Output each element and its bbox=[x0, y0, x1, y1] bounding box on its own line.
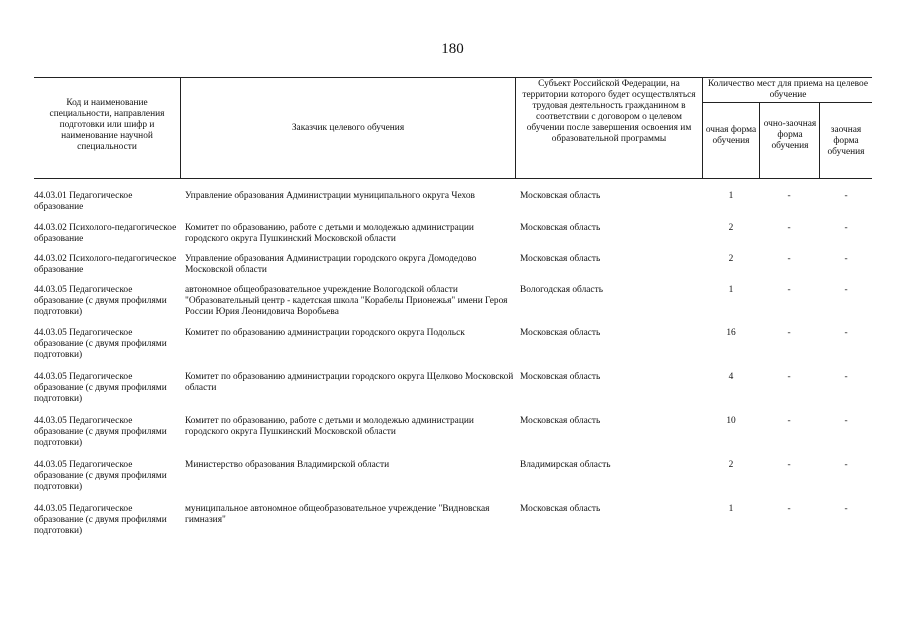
column-divider bbox=[759, 102, 760, 178]
header-form-full: очная форма обучения bbox=[705, 125, 757, 146]
customer-cell: Министерство образования Владимирской области bbox=[185, 460, 390, 470]
extramural-cell: - bbox=[844, 372, 848, 382]
subject-cell: Вологодская область bbox=[520, 285, 603, 295]
customer-cell: Управление образования Администрации муниципального округа Чехов bbox=[185, 191, 475, 201]
subject-cell: Московская область bbox=[520, 223, 601, 233]
extramural-cell: - bbox=[844, 254, 848, 264]
column-divider bbox=[702, 78, 703, 178]
extramural-cell: - bbox=[844, 460, 848, 470]
full-time-cell: 16 bbox=[726, 328, 736, 338]
header-places-group: Количество мест для приема на целевое обучение bbox=[708, 79, 868, 100]
table-row bbox=[34, 416, 872, 460]
header-code-name: Код и наименование специальности, направления подготовки или шифр и наименование научной специальности bbox=[49, 98, 165, 152]
part-time-cell: - bbox=[787, 372, 791, 382]
column-divider bbox=[515, 78, 516, 178]
table-row bbox=[34, 254, 872, 285]
subject-cell: Московская область bbox=[520, 416, 601, 426]
code-cell: 44.03.05 Педагогическое образование (с двумя профилями подготовки) bbox=[34, 416, 167, 449]
subject-cell: Московская область bbox=[520, 254, 601, 264]
table-body bbox=[34, 191, 872, 548]
code-cell: 44.03.05 Педагогическое образование (с двумя профилями подготовки) bbox=[34, 285, 167, 318]
table-header bbox=[34, 77, 872, 179]
code-cell: 44.03.02 Психолого-педагогическое образование bbox=[34, 254, 177, 276]
customer-cell: автономное общеобразовательное учреждение Вологодской области "Образовательный центр - кадетская школа "Корабелы Прионежья" имени Героя России Юрия Леонидовича Воробьева bbox=[185, 285, 508, 318]
code-cell: 44.03.02 Психолого-педагогическое образование bbox=[34, 223, 177, 245]
full-time-cell: 10 bbox=[726, 416, 736, 426]
table-row bbox=[34, 223, 872, 254]
code-cell: 44.03.05 Педагогическое образование (с двумя профилями подготовки) bbox=[34, 460, 167, 493]
part-time-cell: - bbox=[787, 328, 791, 338]
subject-cell: Московская область bbox=[520, 372, 601, 382]
table-row bbox=[34, 191, 872, 223]
header-subdivider bbox=[702, 102, 872, 103]
customer-cell: Управление образования Администрации городского округа Домодедово Московской области bbox=[185, 254, 477, 276]
table-row bbox=[34, 460, 872, 504]
full-time-cell: 1 bbox=[728, 504, 734, 514]
code-cell: 44.03.05 Педагогическое образование (с двумя профилями подготовки) bbox=[34, 328, 167, 361]
table-row bbox=[34, 285, 872, 328]
part-time-cell: - bbox=[787, 460, 791, 470]
full-time-cell: 2 bbox=[728, 223, 734, 233]
full-time-cell: 4 bbox=[728, 372, 734, 382]
subject-cell: Московская область bbox=[520, 504, 601, 514]
part-time-cell: - bbox=[787, 223, 791, 233]
part-time-cell: - bbox=[787, 285, 791, 295]
part-time-cell: - bbox=[787, 504, 791, 514]
page-number: 180 bbox=[441, 41, 464, 57]
part-time-cell: - bbox=[787, 416, 791, 426]
full-time-cell: 2 bbox=[728, 460, 734, 470]
code-cell: 44.03.05 Педагогическое образование (с двумя профилями подготовки) bbox=[34, 372, 167, 405]
code-cell: 44.03.05 Педагогическое образование (с двумя профилями подготовки) bbox=[34, 504, 167, 537]
extramural-cell: - bbox=[844, 504, 848, 514]
extramural-cell: - bbox=[844, 285, 848, 295]
code-cell: 44.03.01 Педагогическое образование bbox=[34, 191, 133, 213]
extramural-cell: - bbox=[844, 328, 848, 338]
table-row bbox=[34, 504, 872, 548]
subject-cell: Владимирская область bbox=[520, 460, 611, 470]
full-time-cell: 1 bbox=[728, 285, 734, 295]
target-training-table bbox=[34, 77, 872, 548]
header-form-part: очно-заочная форма обучения bbox=[763, 119, 817, 151]
customer-cell: Комитет по образованию, работе с детьми и молодежью администрации городского округа Пушкинский Московской области bbox=[185, 223, 474, 245]
subject-cell: Московская область bbox=[520, 191, 601, 201]
header-form-ext: заочная форма обучения bbox=[827, 125, 865, 157]
header-customer: Заказчик целевого обучения bbox=[291, 123, 405, 133]
column-divider bbox=[180, 78, 181, 178]
customer-cell: Комитет по образованию, работе с детьми и молодежью администрации городского округа Пушкинский Московской области bbox=[185, 416, 474, 438]
customer-cell: Комитет по образованию администрации городского округа Подольск bbox=[185, 328, 465, 338]
customer-cell: Комитет по образованию администрации городского округа Щелково Московской области bbox=[185, 372, 514, 394]
extramural-cell: - bbox=[844, 416, 848, 426]
full-time-cell: 1 bbox=[728, 191, 734, 201]
table-row bbox=[34, 372, 872, 416]
subject-cell: Московская область bbox=[520, 328, 601, 338]
header-subject: Субъект Российской Федерации, на территории которого будет осуществляться трудовая деятельность гражданином в соответствии с договором о целевом обучении после завершения освоения им образовательной программы bbox=[522, 79, 696, 144]
part-time-cell: - bbox=[787, 191, 791, 201]
full-time-cell: 2 bbox=[728, 254, 734, 264]
extramural-cell: - bbox=[844, 223, 848, 233]
extramural-cell: - bbox=[844, 191, 848, 201]
table-row bbox=[34, 328, 872, 372]
customer-cell: муниципальное автономное общеобразовательное учреждение "Видновская гимназия" bbox=[185, 504, 490, 526]
part-time-cell: - bbox=[787, 254, 791, 264]
